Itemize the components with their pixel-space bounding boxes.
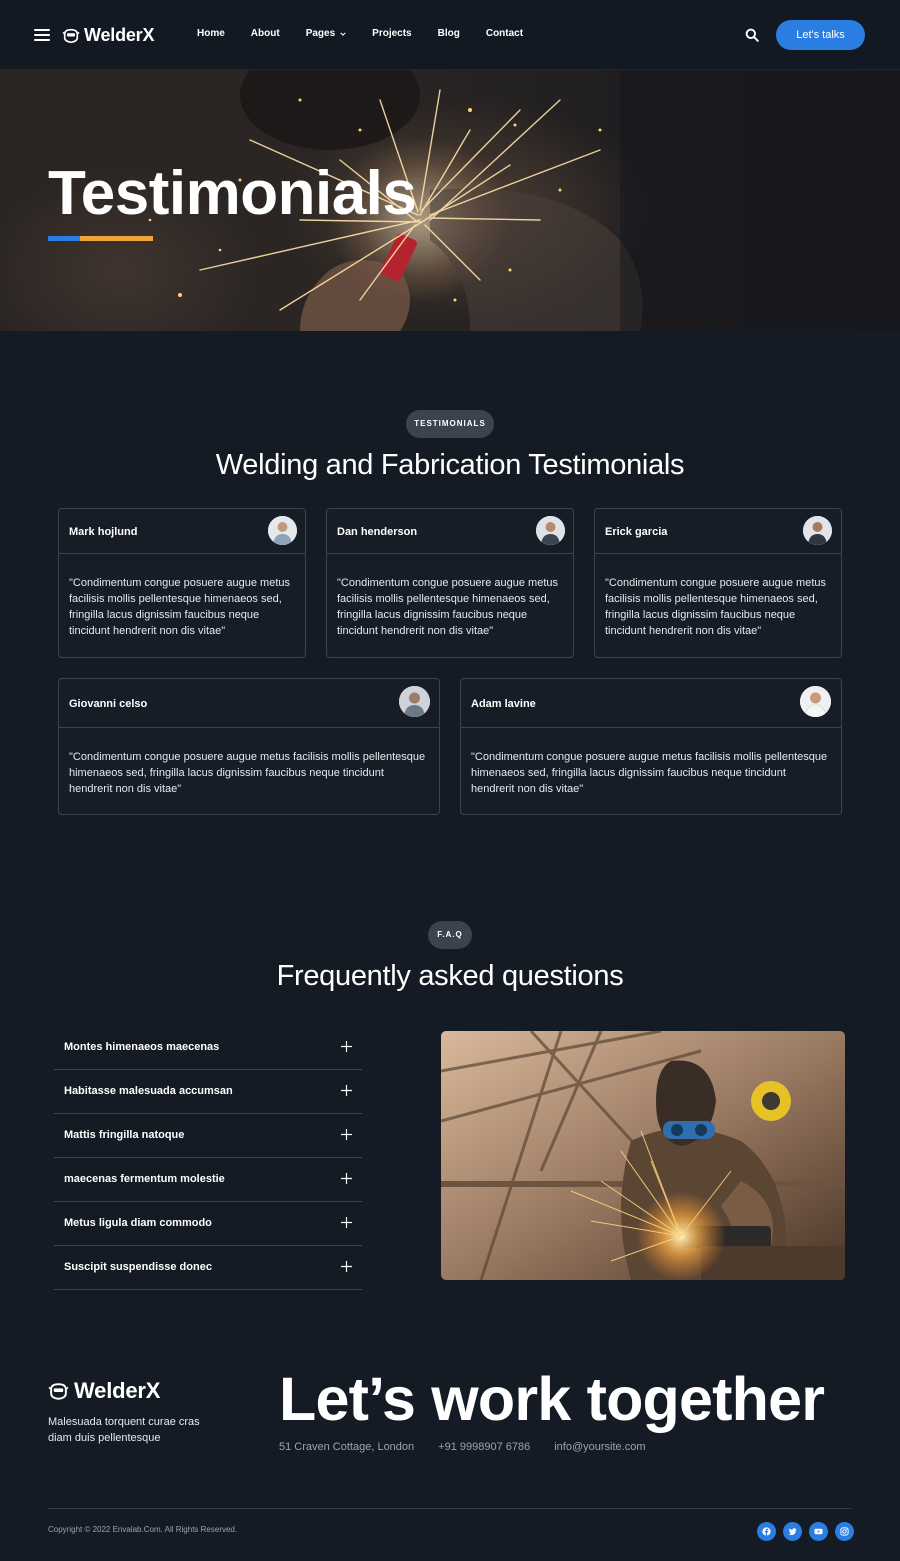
testimonial-card bbox=[58, 678, 440, 815]
youtube-icon[interactable] bbox=[809, 1522, 828, 1541]
instagram-icon[interactable] bbox=[835, 1522, 854, 1541]
welding-mask-icon bbox=[48, 1381, 69, 1402]
testimonial-quote: "Condimentum congue posuere augue metus facilisis mollis pellentesque himenaeos sed, fringilla lacus dignissim faucibus neque tincidunt hendrerit non dis vitae" bbox=[337, 577, 558, 637]
avatar bbox=[803, 516, 832, 545]
testimonial-card bbox=[58, 508, 306, 658]
page-title: Testimonials bbox=[48, 159, 417, 228]
nav-pages[interactable]: Pages bbox=[306, 28, 346, 39]
lets-talk-button[interactable]: Let's talks bbox=[776, 20, 865, 50]
testimonial-author: Giovanni celso bbox=[69, 698, 148, 710]
welder-photo bbox=[441, 1031, 845, 1280]
testimonial-quote: "Condimentum congue posuere augue metus facilisis mollis pellentesque himenaeos sed, fringilla lacus dignissim faucibus neque tincidunt hendrerit non dis vitae" bbox=[605, 577, 826, 637]
avatar bbox=[800, 686, 831, 717]
plus-icon[interactable] bbox=[341, 1261, 352, 1272]
plus-icon[interactable] bbox=[341, 1041, 352, 1052]
testimonial-author: Dan henderson bbox=[337, 526, 418, 538]
footer-divider bbox=[48, 1508, 852, 1509]
social-links bbox=[757, 1522, 854, 1541]
testimonial-quote: "Condimentum congue posuere augue metus facilisis mollis pellentesque himenaeos sed, fringilla lacus dignissim faucibus neque tincidunt hendrerit non dis vitae" bbox=[471, 751, 828, 795]
main-menu bbox=[197, 28, 549, 39]
faq-badge: F.A.Q bbox=[428, 921, 472, 949]
nav-projects[interactable]: Projects bbox=[372, 28, 412, 39]
testimonial-card bbox=[460, 678, 842, 815]
footer-phone[interactable]: +91 9998907 6786 bbox=[438, 1441, 531, 1453]
faq-question: Montes himenaeos maecenas bbox=[64, 1041, 220, 1053]
faq-accordion bbox=[54, 1026, 362, 1290]
testimonial-author: Erick garcia bbox=[605, 526, 668, 538]
plus-icon[interactable] bbox=[341, 1085, 352, 1096]
hamburger-menu-icon[interactable] bbox=[34, 29, 50, 41]
nav-contact[interactable]: Contact bbox=[485, 28, 524, 39]
testimonial-card bbox=[594, 508, 842, 658]
avatar bbox=[399, 686, 430, 717]
copyright-text: Copyright © 2022 Envalab.Com. All Rights Reserved. bbox=[48, 1525, 238, 1534]
twitter-icon[interactable] bbox=[783, 1522, 802, 1541]
footer-email[interactable]: info@yoursite.com bbox=[554, 1441, 646, 1453]
faq-item[interactable] bbox=[54, 1202, 362, 1246]
nav-about[interactable]: About bbox=[250, 28, 280, 39]
footer-description: Malesuada torquent curae cras diam duis pellentesque bbox=[48, 1416, 200, 1444]
faq-item[interactable] bbox=[54, 1070, 362, 1114]
facebook-icon[interactable] bbox=[757, 1522, 776, 1541]
testimonial-quote: "Condimentum congue posuere augue metus facilisis mollis pellentesque himenaeos sed, fringilla lacus dignissim faucibus neque tincidunt hendrerit non dis vitae" bbox=[69, 577, 290, 637]
faq-heading: Frequently asked questions bbox=[276, 960, 624, 992]
faq-item[interactable] bbox=[54, 1026, 362, 1070]
faq-question: maecenas fermentum molestie bbox=[64, 1173, 225, 1185]
faq-question: Mattis fringilla natoque bbox=[64, 1129, 185, 1141]
top-navbar bbox=[0, 0, 900, 70]
plus-icon[interactable] bbox=[341, 1217, 352, 1228]
testimonial-card bbox=[326, 508, 574, 658]
faq-item[interactable] bbox=[54, 1158, 362, 1202]
avatar bbox=[536, 516, 565, 545]
testimonial-quote: "Condimentum congue posuere augue metus facilisis mollis pellentesque himenaeos sed, fringilla lacus dignissim faucibus neque tincidunt hendrerit non dis vitae" bbox=[69, 751, 426, 795]
brand-logo[interactable] bbox=[62, 25, 154, 46]
nav-blog[interactable]: Blog bbox=[437, 28, 460, 39]
footer-address: 51 Craven Cottage, London bbox=[279, 1441, 415, 1453]
footer-contacts bbox=[279, 1441, 646, 1453]
plus-icon[interactable] bbox=[341, 1173, 352, 1184]
faq-item[interactable] bbox=[54, 1114, 362, 1158]
chevron-down-icon bbox=[340, 31, 346, 37]
faq-question: Suscipit suspendisse donec bbox=[64, 1261, 212, 1273]
footer-brand-name: WelderX bbox=[74, 1378, 161, 1403]
testimonial-author: Adam lavine bbox=[471, 698, 536, 710]
testimonial-author: Mark hojlund bbox=[69, 526, 138, 538]
faq-question: Metus ligula diam commodo bbox=[64, 1217, 212, 1229]
welding-mask-icon bbox=[62, 27, 80, 45]
nav-home[interactable]: Home bbox=[197, 28, 225, 39]
faq-item[interactable] bbox=[54, 1246, 362, 1290]
footer-brand-logo[interactable] bbox=[48, 1378, 160, 1404]
brand-name: WelderX bbox=[84, 25, 155, 45]
footer-headline: Let’s work together bbox=[279, 1365, 825, 1433]
search-icon[interactable] bbox=[745, 28, 759, 42]
testimonials-heading: Welding and Fabrication Testimonials bbox=[215, 449, 685, 481]
avatar bbox=[268, 516, 297, 545]
testimonials-badge: TESTIMONIALS bbox=[406, 410, 494, 438]
plus-icon[interactable] bbox=[341, 1129, 352, 1140]
title-underline-accent bbox=[48, 236, 153, 241]
hero-banner bbox=[0, 70, 900, 331]
faq-question: Habitasse malesuada accumsan bbox=[64, 1085, 233, 1097]
